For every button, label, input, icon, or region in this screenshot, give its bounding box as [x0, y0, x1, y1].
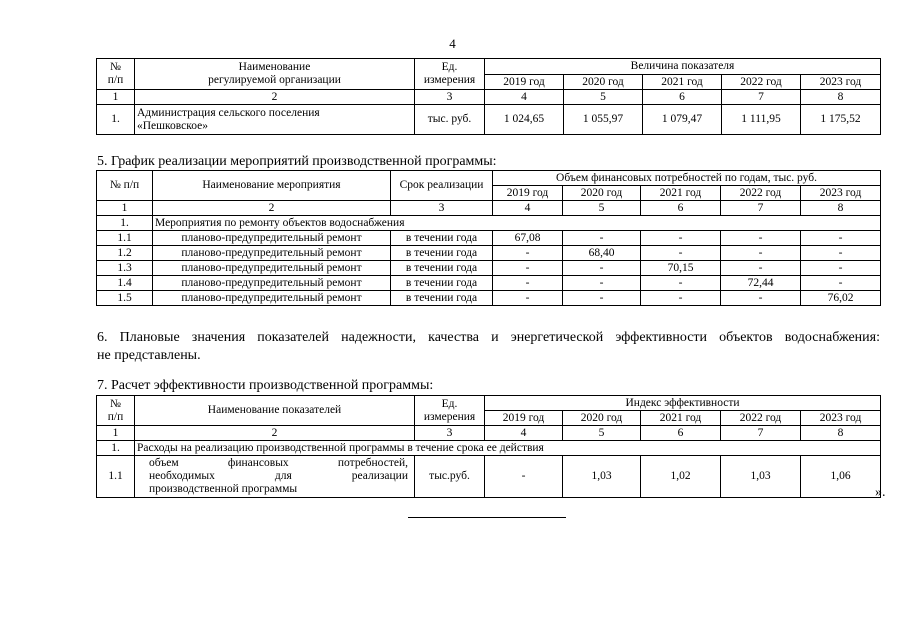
year-2021: 2021 год [641, 411, 721, 426]
table-row: 1.4 планово-предупредительный ремонт в течении года - - - 72,44 - [97, 276, 881, 291]
year-2020: 2020 год [563, 186, 641, 201]
column-numbers-row: 1 2 3 4 5 6 7 8 [97, 426, 881, 441]
table-row: 1. Администрация сельского поселения «Пешковское» тыс. руб. 1 024,65 1 055,97 1 079,47 1 111,95 1 175,52 [97, 105, 881, 135]
header-num: № п/п [97, 396, 135, 426]
activities-schedule-table [96, 170, 881, 306]
header-unit: Ед. измерения [415, 396, 485, 426]
regulated-organization-table [96, 58, 881, 135]
column-numbers-row: 1 2 3 4 5 6 7 8 [97, 90, 881, 105]
header-financial-volume: Объем финансовых потребностей по годам, тыс. руб. [493, 171, 881, 186]
group-row: 1. Мероприятия по ремонту объектов водоснабжения [97, 216, 881, 231]
page-number: 4 [449, 36, 456, 51]
group-row: 1. Расходы на реализацию производственной программы в течение срока ее действия [97, 441, 881, 456]
header-unit: Ед. измерения [415, 59, 485, 90]
year-2022: 2022 год [721, 186, 801, 201]
header-activity-name: Наименование мероприятия [153, 171, 391, 201]
year-2022: 2022 год [721, 411, 801, 426]
section-6-line-1: 6. Плановые значения показателей надежности, качества и энергетической эффективности объектов водоснабжения: [97, 330, 880, 345]
year-2019: 2019 год [493, 186, 563, 201]
closing-quote: ». [875, 485, 886, 500]
section-6-line-2: не представлены. [97, 348, 201, 363]
year-2023: 2023 год [801, 75, 881, 90]
year-2019: 2019 год [485, 75, 564, 90]
table-row: 1.1 объем финансовых потребностей, необходимых для реализации производственной программы тыс.руб. - 1,03 1,02 1,03 1,06 [97, 456, 881, 498]
section-7-title: 7. Расчет эффективности производственной программы: [97, 378, 434, 393]
header-efficiency-index: Индекс эффективности [485, 396, 881, 411]
header-num: № п/п [97, 59, 135, 90]
table-row: 1.3 планово-предупредительный ремонт в течении года - - 70,15 - - [97, 261, 881, 276]
header-indicator-name: Наименование показателей [135, 396, 415, 426]
section-6-paragraph [97, 329, 880, 365]
indicator-name: объем финансовых потребностей, необходимых для реализации производственной программы [135, 456, 415, 498]
column-numbers-row: 1 2 3 4 5 6 7 8 [97, 201, 881, 216]
table-row: 1.5 планово-предупредительный ремонт в течении года - - - - 76,02 [97, 291, 881, 306]
section-5-title: 5. График реализации мероприятий производственной программы: [97, 154, 497, 169]
header-organization-name: Наименование регулируемой организации [135, 59, 415, 90]
year-2021: 2021 год [643, 75, 722, 90]
header-num: № п/п [97, 171, 153, 201]
efficiency-calculation-table [96, 395, 881, 498]
year-2023: 2023 год [801, 411, 881, 426]
year-2019: 2019 год [485, 411, 563, 426]
organization-name: Администрация сельского поселения «Пешковское» [135, 105, 415, 135]
year-2020: 2020 год [564, 75, 643, 90]
year-2021: 2021 год [641, 186, 721, 201]
year-2020: 2020 год [563, 411, 641, 426]
table-row: 1.2 планово-предупредительный ремонт в течении года - 68,40 - - - [97, 246, 881, 261]
year-2022: 2022 год [722, 75, 801, 90]
table-row: 1.1 планово-предупредительный ремонт в течении года 67,08 - - - - [97, 231, 881, 246]
header-term: Срок реализации [391, 171, 493, 201]
header-indicator-value: Величина показателя [485, 59, 881, 75]
signature-line [408, 517, 566, 518]
year-2023: 2023 год [801, 186, 881, 201]
